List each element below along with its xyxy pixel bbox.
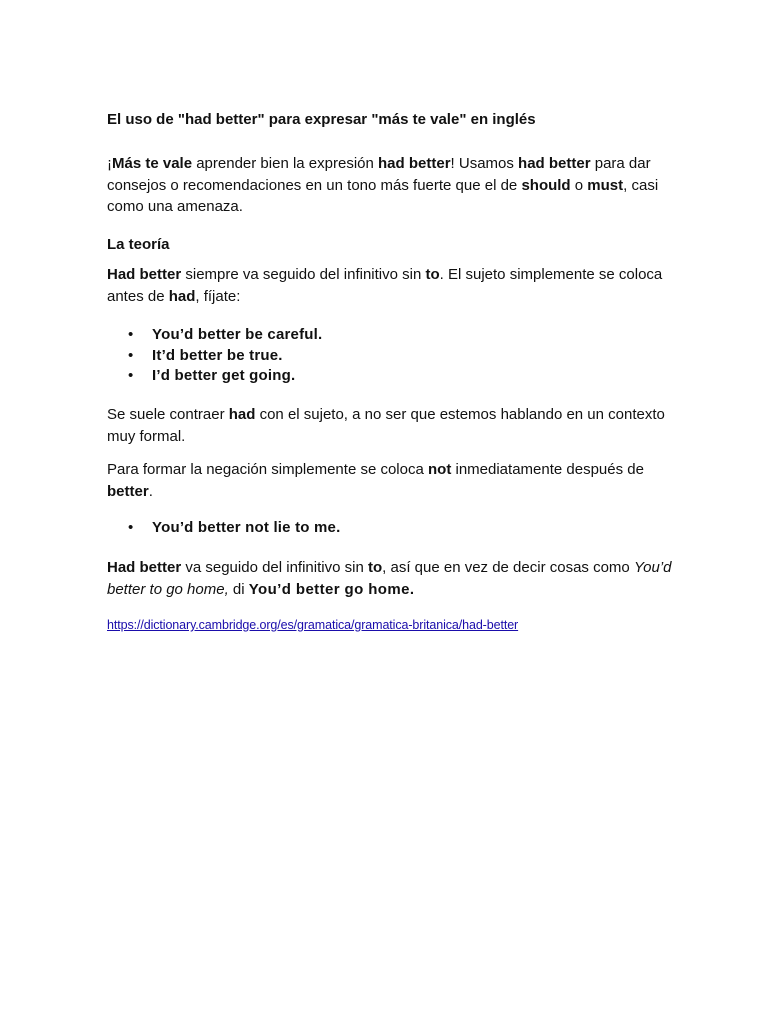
text-run: . [148,482,153,500]
document-title: El uso de "had better" para expresar "más te vale" en inglés [107,111,536,128]
bold-term: should [521,176,571,194]
bold-term: better [107,482,149,500]
theory-paragraph [107,264,677,307]
text-run: va seguido del infinitivo sin [181,559,368,576]
bold-term: Had better [107,266,182,283]
negative-example-list [107,518,340,539]
text-run: , casi como una amenaza. [107,176,659,215]
text-run: siempre va seguido del infinitivo sin [181,266,426,283]
bold-term: Had better [107,559,182,576]
bold-term: Más te vale [112,155,193,172]
contraction-paragraph [107,404,677,447]
text-run: ! Usamos [450,155,519,172]
list-item [107,518,340,539]
example-text: I’d better get going. [152,367,296,384]
bullet-icon: • [128,367,134,384]
bold-term: had better [518,155,591,172]
example-text: It’d better be true. [152,346,283,364]
bold-term: had better [378,155,451,172]
bullet-icon: • [128,326,134,343]
bold-term: to [367,559,383,576]
negation-paragraph [107,459,677,502]
text-run: ¡ [107,155,112,172]
list-item [107,325,322,346]
bold-term: not [428,461,452,478]
example-text: You’d better be careful. [152,326,323,343]
section-heading: La teoría [107,236,170,253]
text-run: , fíjate: [195,287,241,305]
text-run: con el sujeto, a no ser que estemos hablando en un contexto muy formal. [107,406,665,445]
list-item [107,346,322,367]
text-run: Se suele contraer [107,406,229,423]
text-run: di [228,580,249,598]
intro-paragraph [107,153,677,218]
text-run: , así que en vez de decir cosas como [382,559,634,576]
bold-term: had [168,287,196,305]
cambridge-reference-link[interactable]: https://dictionary.cambridge.org/es/gramatica/gramatica-britanica/had-better [107,618,519,632]
italic-example: You’d better to go home, [107,559,672,598]
list-item [107,366,322,387]
bold-term: must [587,176,624,194]
bullet-icon: • [128,346,134,364]
bold-term: had [228,406,256,423]
text-run: . El sujeto simplemente se coloca antes de [107,266,663,305]
bold-term: to [425,266,440,283]
closing-paragraph [107,557,677,600]
examples-list [107,325,322,387]
bold-example: You’d better go home. [248,580,415,598]
text-run: para dar consejos o recomendaciones en un tono más fuerte que el de [107,155,651,194]
bullet-icon: • [128,519,134,536]
text-run: inmediatamente después de [451,461,644,478]
text-run: o [570,176,588,194]
text-run: aprender bien la expresión [192,155,379,172]
example-text: You’d better not lie to me. [152,519,341,536]
text-run: Para formar la negación simplemente se coloca [107,461,428,478]
